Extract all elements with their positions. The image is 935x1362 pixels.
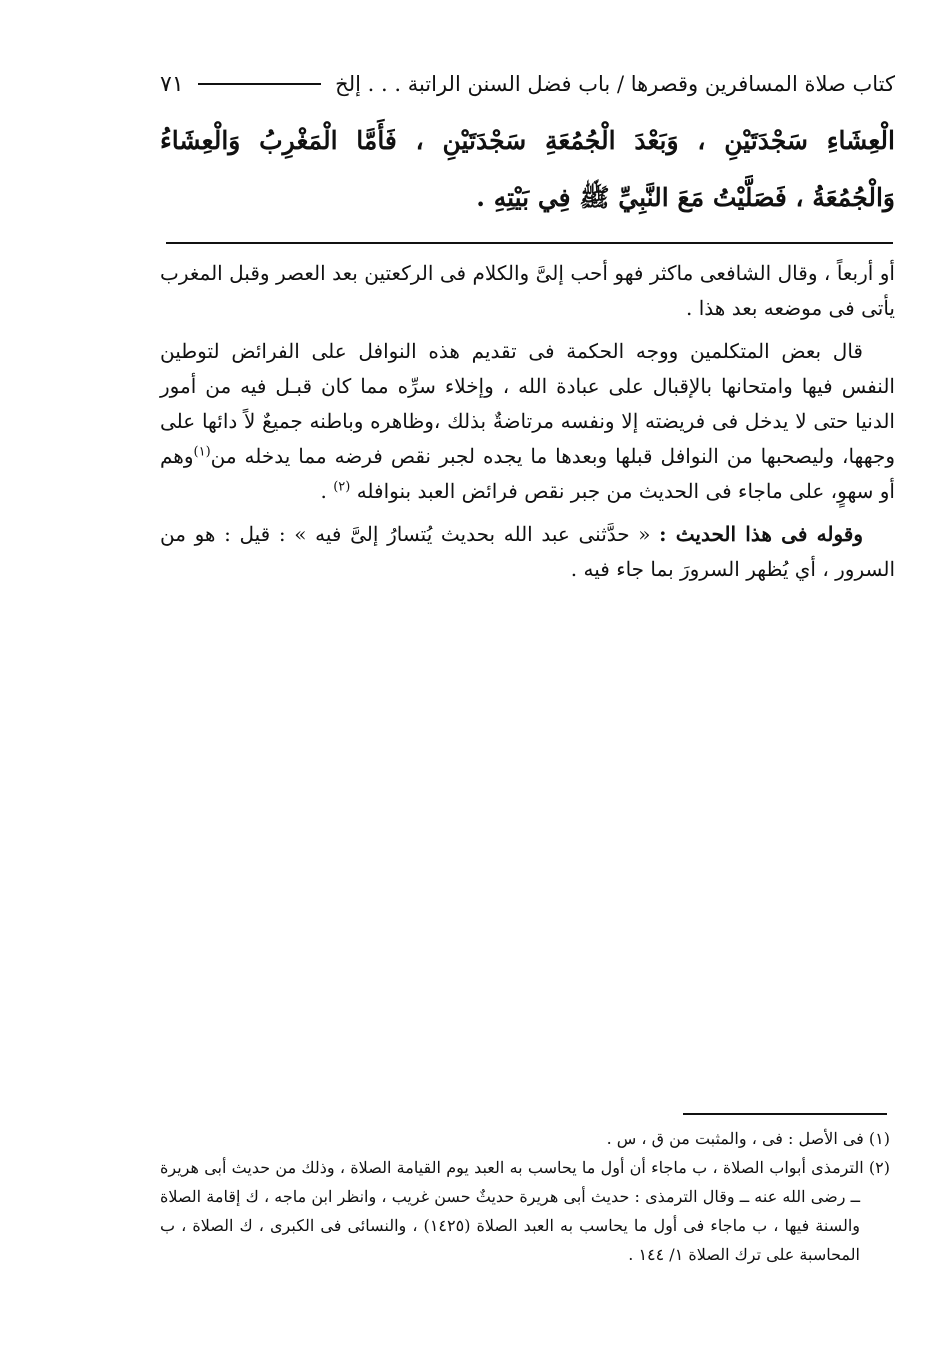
- commentary-paragraph-2-text-a: قال بعض المتكلمين ووجه الحكمة فى تقديم هذه النوافل على الفرائض لتوطين النفس فيها وامتحانها بالإقبال على عبادة الله ، وإخلاء سرِّه مما كان قبـل فيه من أمور الدنيا حتى لا يدخل فى فريضته إلا ونفسه مرتاضةٌ بذلك ،وظاهره وباطنه جميعٌ لاً دائها على وجهها، وليصحبها من النوافل قبلها وبعدها ما يجده لجبر نقص فرضه مما يدخله من: [160, 339, 895, 468]
- footnote-1: (١) فى الأصل : فى ، والمثبت من ق ، س .: [606, 1129, 890, 1148]
- commentary-paragraph-2: [160, 334, 895, 509]
- page-number: ٧١: [160, 71, 184, 97]
- footnote-divider: [683, 1113, 887, 1115]
- section-divider: [166, 242, 893, 244]
- footnotes: [160, 1124, 890, 1269]
- hadith-text: الْعِشَاءِ سَجْدَتَيْنِ ، وَبَعْدَ الْجُمُعَةِ سَجْدَتَيْنِ ، فَأَمَّا الْمَغْرِبُ وَالْعِشَاءُ وَالْجُمُعَةُ ، فَصَلَّيْتُ مَعَ النَّبِيِّ ﷺ فِي بَيْتِهِ .: [160, 126, 895, 212]
- commentary-paragraph-2-text-b: وهم أو سهوٍ، على ماجاء فى الحديث من جبر نقص فرائض العبد بنوافله: [160, 444, 895, 503]
- running-header: [160, 66, 895, 102]
- commentary-paragraph-3-text: « حدَّثنى عبد الله بحديث يُتسارُ إلىَّ فيه » : قيل : هو من السرور ، أي يُظهر السرورَ بما جاء فيه .: [160, 522, 895, 581]
- commentary-lead-phrase: وقوله فى هذا الحديث :: [659, 522, 864, 546]
- footnote-2: (٢) الترمذى أبواب الصلاة ، ب ماجاء أن أول ما يحاسب به العبد يوم القيامة الصلاة ، وذلك من حديث أبى هريرة ــ رضى الله عنه ــ وقال الترمذى : حديث أبى هريرة حديثٌ حسن غريب ، وانظر ابن ماجه ، ك إقامة الصلاة والسنة فيها ، ب ماجاء فى أول ما يحاسب به العبد الصلاة (١٤٢٥) ، والنسائى فى الكبرى ، ك الصلاة ، ب المحاسبة على ترك الصلاة ١/ ١٤٤ .: [160, 1158, 890, 1264]
- footnote-marker-2[interactable]: (٢): [333, 479, 351, 495]
- commentary-paragraph-2-end: .: [320, 479, 334, 503]
- header-rule: [198, 83, 322, 85]
- commentary-paragraph-1: أو أربعاً ، وقال الشافعى ماكثر فهو أحب إلىَّ والكلام فى الركعتين بعد العصر وقبل المغرب يأتى فى موضعه بعد هذا .: [160, 261, 895, 320]
- commentary: [160, 256, 895, 587]
- footnote-marker-1[interactable]: (١): [193, 444, 211, 460]
- commentary-paragraph-3: [160, 517, 895, 587]
- running-title: كتاب صلاة المسافرين وقصرها / باب فضل السنن الراتبة . . . إلخ: [335, 72, 895, 96]
